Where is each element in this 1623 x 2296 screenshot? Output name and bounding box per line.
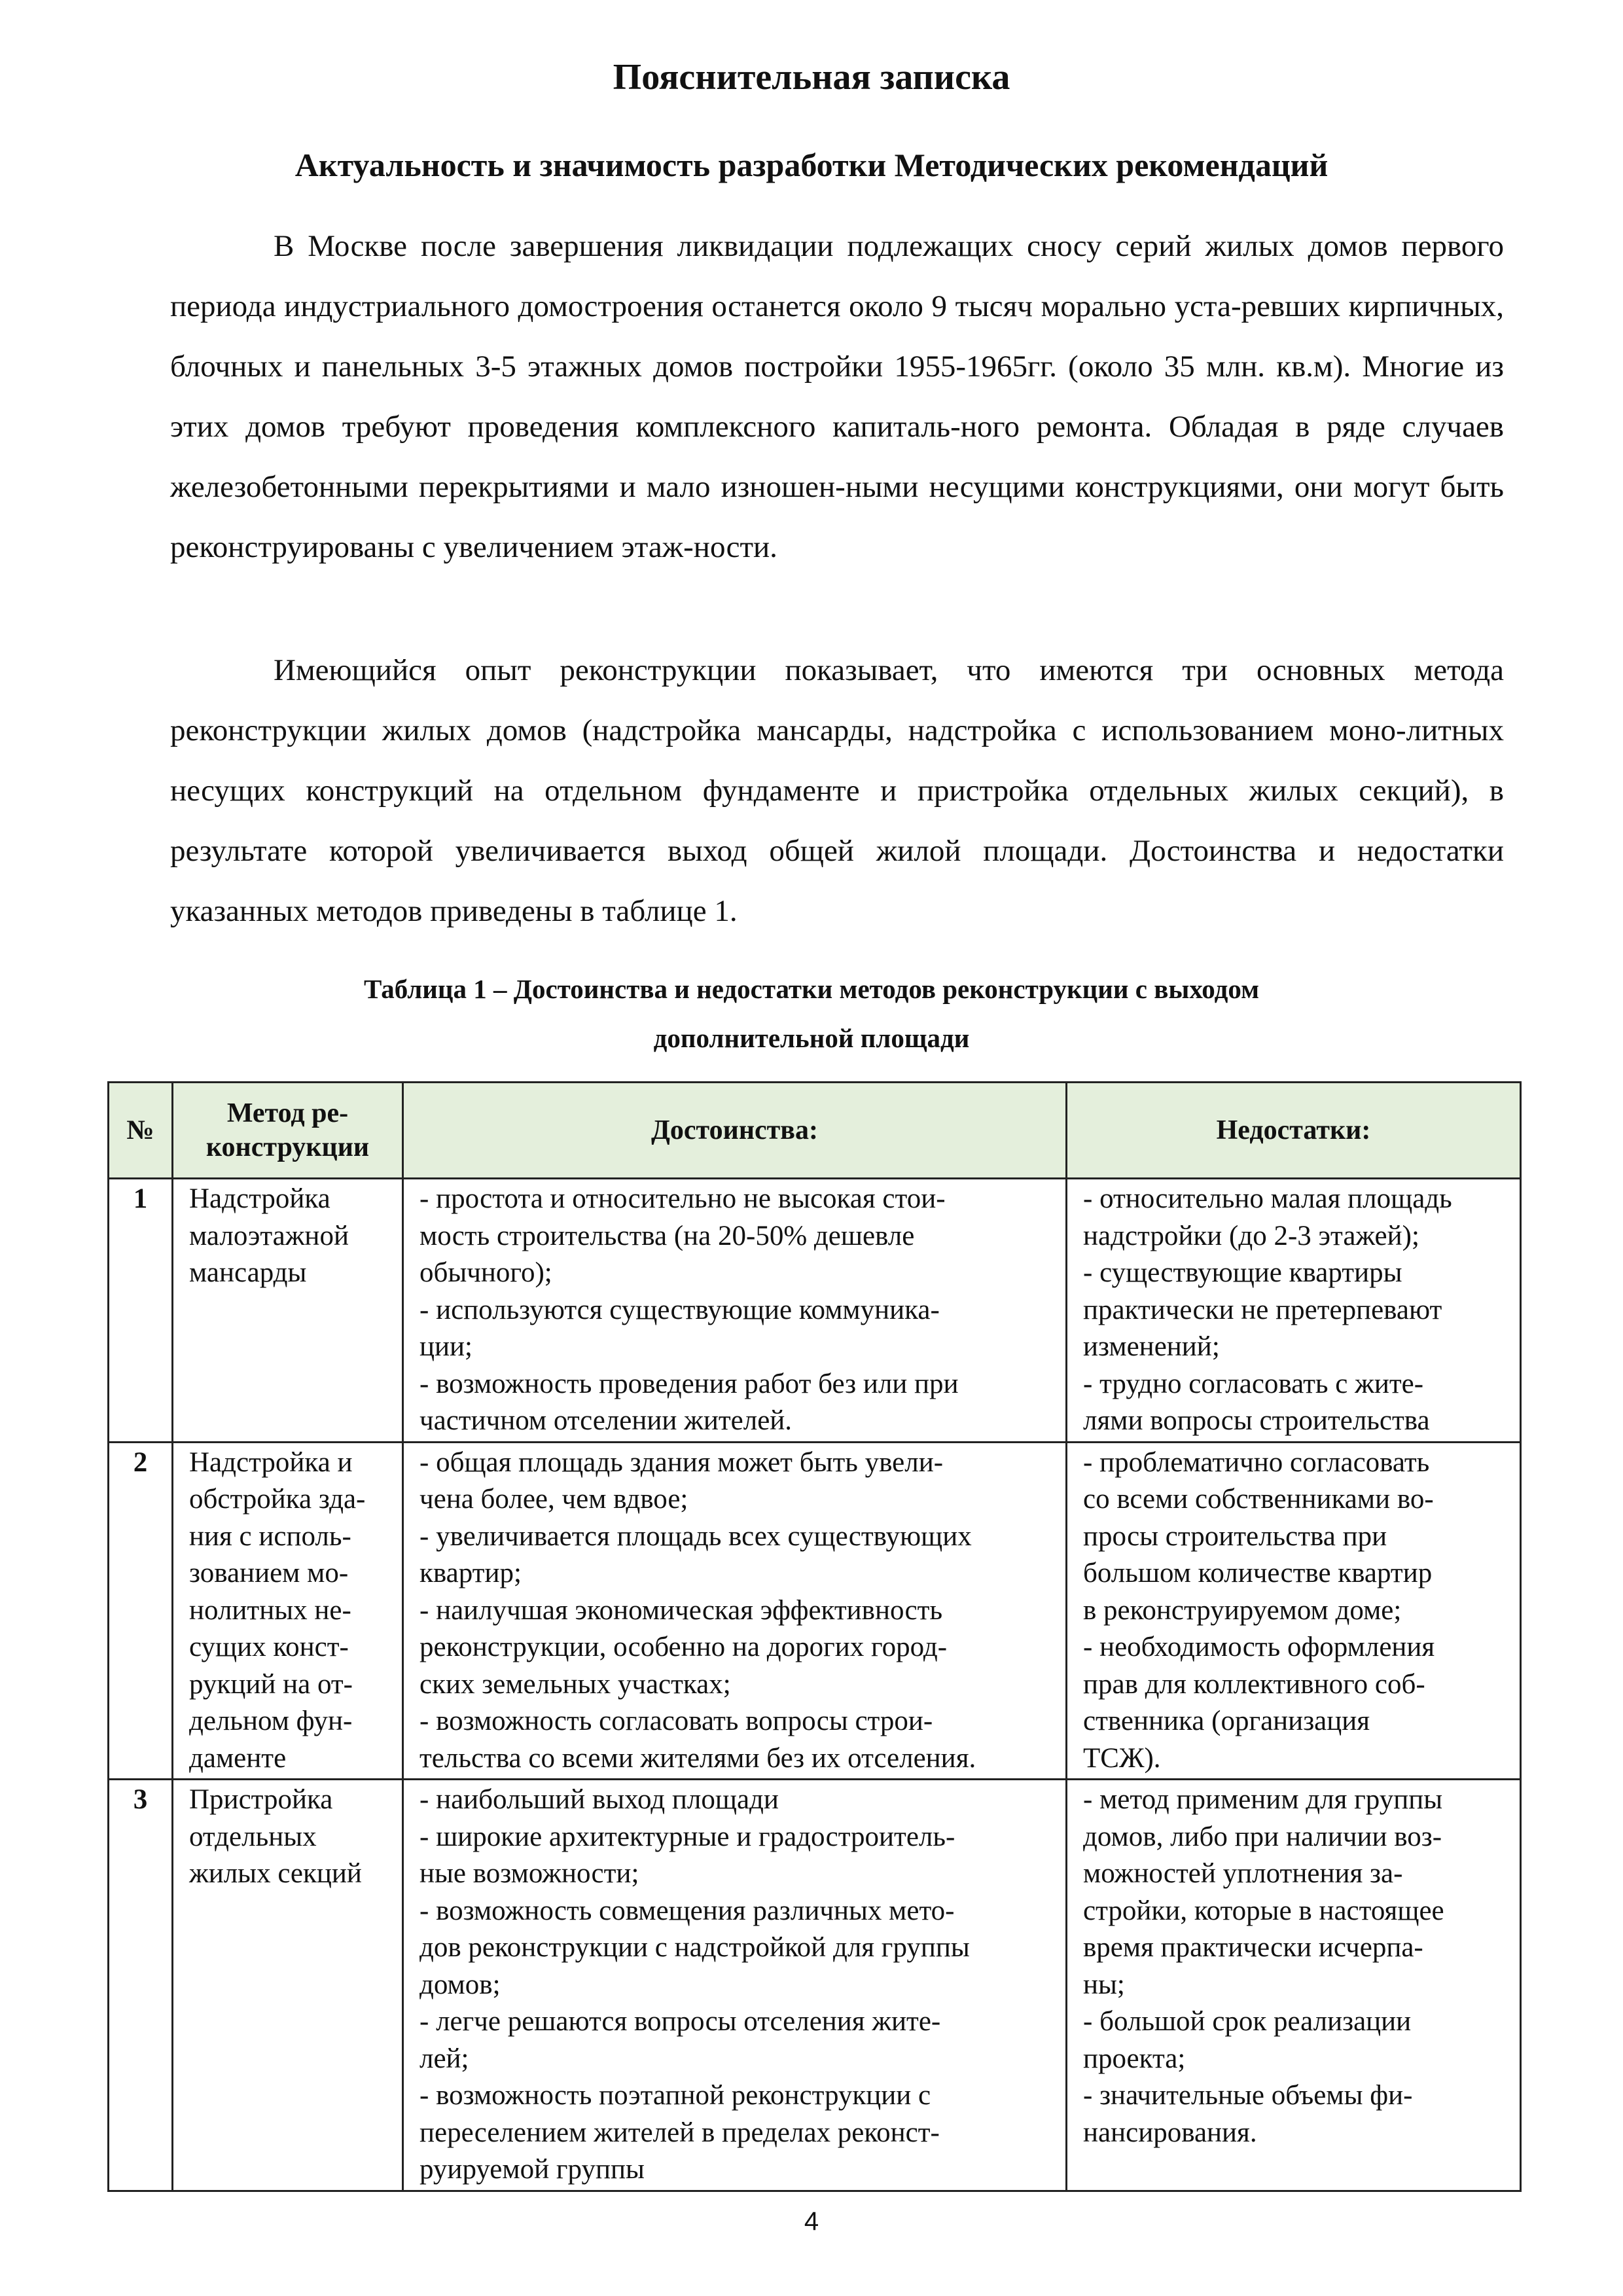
- advantages-cell-line: мость строительства (на 20-50% дешевле: [419, 1220, 915, 1251]
- advantages-cell-line: - возможность поэтапной реконструкции с: [419, 2080, 931, 2111]
- method-cell-line: зованием мо-: [189, 1558, 349, 1588]
- disadvantages-cell: [1067, 1780, 1521, 2191]
- method-cell-line: дельном фун-: [189, 1706, 353, 1736]
- advantages-cell-line: - легче решаются вопросы отселения жите-: [419, 2006, 941, 2037]
- advantages-cell-line: - увеличивается площадь всех существующих: [419, 1520, 972, 1552]
- paragraph-2: Имеющийся опыт реконструкции показывает, что имеются три основных метода реконструкции жилых домов (надстройка мансарды, надстройка с использованием моно-литных несущих конструкций на отдельном фундаменте и пристройка отдельных жилых секций), в результате которой увеличивается выход общей жилой площади. Достоинства и недостатки указанных методов приведены в таблице 1.: [170, 653, 1504, 928]
- disadvantages-cell-line: проекта;: [1083, 2043, 1186, 2074]
- disadvantages-cell-line: - относительно малая площадь: [1083, 1183, 1452, 1214]
- disadvantages-cell-line: лями вопросы строительства: [1083, 1405, 1430, 1436]
- advantages-cell-line: - используются существующие коммуника-: [419, 1294, 940, 1325]
- disadvantages-cell-line: просы строительства при: [1083, 1520, 1387, 1552]
- method-cell-line: ния с исполь-: [189, 1520, 351, 1552]
- disadvantages-cell: [1067, 1179, 1521, 1443]
- disadvantages-cell-line: - метод применим для группы: [1083, 1784, 1443, 1815]
- disadvantages-cell-line: ственника (организация: [1083, 1706, 1370, 1736]
- method-cell-line: даменте: [189, 1742, 287, 1774]
- table-row: [109, 1179, 1521, 1443]
- advantages-cell-line: домов;: [419, 1969, 501, 2000]
- header-method: [173, 1083, 403, 1179]
- disadvantages-cell-line: можностей уплотнения за-: [1083, 1858, 1403, 1889]
- advantages-cell-line: - наилучшая экономическая эффективность: [419, 1594, 943, 1626]
- advantages-cell-line: ции;: [419, 1331, 473, 1362]
- table-header-row: [109, 1083, 1521, 1179]
- disadvantages-cell-line: время практически исчерпа-: [1083, 1932, 1423, 1963]
- row-number: 1: [109, 1179, 173, 1443]
- advantages-cell-line: руируемой группы: [419, 2154, 645, 2185]
- disadvantages-cell-line: прав для коллективного соб-: [1083, 1668, 1425, 1700]
- method-cell-line: Надстройка и: [189, 1446, 353, 1478]
- advantages-cell-line: частичном отселении жителей.: [419, 1405, 793, 1436]
- advantages-cell: [403, 1179, 1067, 1443]
- header-advantages: Достоинства:: [403, 1083, 1067, 1179]
- method-cell-line: нолитных не-: [189, 1594, 351, 1626]
- method-cell-line: сущих конст-: [189, 1632, 349, 1662]
- section-heading: Актуальность и значимость разработки Методических рекомендаций: [294, 147, 1329, 183]
- advantages-cell-line: обычного);: [419, 1257, 552, 1288]
- header-method-line-2: конструкции: [205, 1132, 370, 1162]
- page-title: Пояснительная записка: [613, 57, 1010, 98]
- row-number: 3: [109, 1780, 173, 2191]
- advantages-cell: [403, 1780, 1067, 2191]
- method-cell-line: жилых секций: [189, 1858, 362, 1889]
- advantages-cell-line: - возможность проведения работ без или при: [419, 1368, 959, 1399]
- disadvantages-cell-line: домов, либо при наличии воз-: [1083, 1821, 1442, 1852]
- disadvantages-cell-line: - большой срок реализации: [1083, 2006, 1412, 2037]
- advantages-cell-line: реконструкции, особенно на дорогих город-: [419, 1632, 948, 1662]
- paragraph-1: В Москве после завершения ликвидации подлежащих сносу серий жилых домов первого периода индустриального домостроения останется около 9 тысяч морально уста-ревших кирпичных, блочных и панельных 3-5 этажных домов постройки 1955-1965гг. (около 35 млн. кв.м). Многие из этих домов требуют проведения комплексного капиталь-ного ремонта. Обладая в ряде случаев железобетонными перекрытиями и мало изношен-ными несущими конструкциями, они могут быть реконструированы с увеличением этаж-ности.: [170, 229, 1504, 564]
- page-number: 4: [804, 2207, 819, 2236]
- method-cell: [173, 1442, 403, 1780]
- method-cell-line: малоэтажной: [189, 1220, 349, 1251]
- disadvantages-cell-line: большом количестве квартир: [1083, 1558, 1433, 1588]
- advantages-cell-line: дов реконструкции с надстройкой для группы: [419, 1932, 970, 1963]
- advantages-cell-line: - возможность совмещения различных мето-: [419, 1895, 955, 1926]
- header-method-line-1: Метод ре-: [226, 1098, 349, 1128]
- disadvantages-cell-line: ТСЖ).: [1083, 1742, 1161, 1774]
- disadvantages-cell-line: - необходимость оформления: [1083, 1632, 1435, 1662]
- advantages-cell: [403, 1442, 1067, 1780]
- disadvantages-cell-line: ны;: [1083, 1969, 1125, 2000]
- disadvantages-cell-line: практически не претерпевают: [1083, 1294, 1442, 1325]
- advantages-cell-line: лей;: [419, 2043, 469, 2074]
- advantages-cell-line: - широкие архитектурные и градостроитель-: [419, 1821, 955, 1852]
- disadvantages-cell-line: со всеми собственниками во-: [1083, 1484, 1434, 1515]
- advantages-cell-line: тельства со всеми жителями без их отселения.: [419, 1742, 976, 1774]
- table-row: [109, 1780, 1521, 2191]
- method-cell-line: отдельных: [189, 1821, 317, 1852]
- header-disadvantages: Недостатки:: [1067, 1083, 1521, 1179]
- advantages-cell-line: - наибольший выход площади: [419, 1784, 779, 1815]
- advantages-cell-line: - общая площадь здания может быть увели-: [419, 1446, 944, 1478]
- method-cell-line: рукций на от-: [189, 1668, 353, 1700]
- disadvantages-cell-line: изменений;: [1083, 1331, 1220, 1362]
- disadvantages-cell-line: - существующие квартиры: [1083, 1257, 1402, 1288]
- advantages-cell-line: квартир;: [419, 1558, 522, 1588]
- disadvantages-cell-line: нансирования.: [1083, 2117, 1257, 2148]
- method-cell-line: Надстройка: [189, 1183, 330, 1214]
- advantages-cell-line: - простота и относительно не высокая стои-: [419, 1183, 946, 1214]
- method-cell-line: обстройка зда-: [189, 1484, 366, 1515]
- disadvantages-cell-line: надстройки (до 2-3 этажей);: [1083, 1220, 1419, 1251]
- table-caption: [0, 965, 1623, 1063]
- disadvantages-cell-line: - значительные объемы фи-: [1083, 2080, 1413, 2111]
- method-cell: [173, 1179, 403, 1443]
- advantages-cell-line: переселением жителей в пределах реконст-: [419, 2117, 940, 2148]
- disadvantages-cell-line: стройки, которые в настоящее: [1083, 1895, 1444, 1926]
- advantages-cell-line: ные возможности;: [419, 1858, 639, 1889]
- method-cell: [173, 1780, 403, 2191]
- header-number: №: [109, 1083, 173, 1179]
- advantages-cell-line: - возможность согласовать вопросы строи-: [419, 1706, 933, 1736]
- method-cell-line: мансарды: [189, 1257, 307, 1288]
- table-body: [109, 1179, 1521, 2191]
- table-row: [109, 1442, 1521, 1780]
- disadvantages-cell-line: - трудно согласовать с жите-: [1083, 1368, 1424, 1399]
- advantages-cell-line: ских земельных участках;: [419, 1668, 731, 1700]
- table-caption-line-1: Таблица 1 – Достоинства и недостатки методов реконструкции с выходом: [363, 974, 1260, 1004]
- disadvantages-cell-line: в реконструируемом доме;: [1083, 1594, 1402, 1626]
- table-caption-line-2: дополнительной площади: [653, 1023, 970, 1053]
- method-cell-line: Пристройка: [189, 1784, 333, 1815]
- row-number: 2: [109, 1442, 173, 1780]
- disadvantages-cell-line: - проблематично согласовать: [1083, 1446, 1430, 1478]
- disadvantages-cell: [1067, 1442, 1521, 1780]
- advantages-cell-line: чена более, чем вдвое;: [419, 1484, 688, 1515]
- methods-table: [107, 1081, 1522, 2192]
